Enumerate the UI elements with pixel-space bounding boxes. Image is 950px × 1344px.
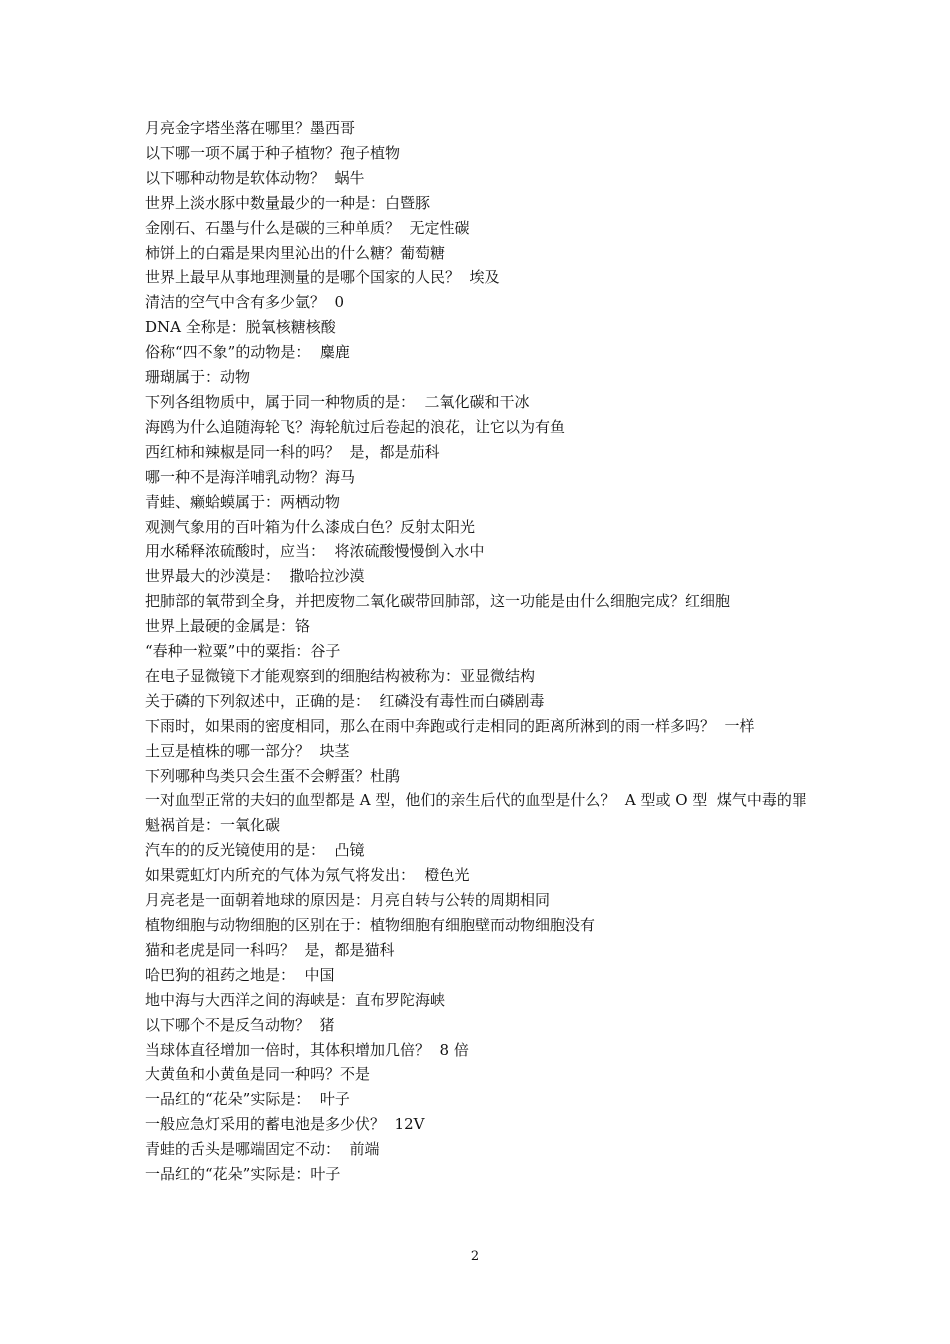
text-line: 土豆是植株的哪一部分？ 块茎: [145, 741, 350, 760]
text-line: 哈巴狗的祖药之地是： 中国: [145, 965, 335, 984]
text-line: 世界上最早从事地理测量的是哪个国家的人民？ 埃及: [145, 268, 500, 287]
text-line: 俗称“四不象”的动物是： 麋鹿: [145, 343, 350, 362]
text-line: DNA 全称是：脱氧核糖核酸: [145, 318, 336, 337]
text-line: 世界上淡水豚中数量最少的一种是：白暨豚: [145, 193, 431, 212]
text-line: 青蛙的舌头是哪端固定不动： 前端: [145, 1140, 380, 1159]
text-line: 下雨时，如果雨的密度相同，那么在雨中奔跑或行走相同的距离所淋到的雨一样多吗？ 一样: [145, 716, 755, 735]
text-line: 金刚石、石墨与什么是碳的三种单质？ 无定性碳: [145, 218, 470, 237]
text-line: 一般应急灯采用的蓄电池是多少伏？ 12V: [145, 1115, 425, 1134]
text-line: 植物细胞与动物细胞的区别在于：植物细胞有细胞壁而动物细胞没有: [145, 916, 596, 934]
text-line: 一品红的“花朵”实际是： 叶子: [145, 1090, 350, 1109]
text-line: 西红柿和辣椒是同一科的吗？ 是，都是茄科: [145, 442, 440, 461]
text-line: 如果霓虹灯内所充的气体为氖气将发出： 橙色光: [145, 866, 470, 885]
text-line: 海鸥为什么追随海轮飞？海轮航过后卷起的浪花，让它以为有鱼: [145, 417, 566, 436]
text-line: 以下哪种动物是软体动物？ 蜗牛: [145, 168, 365, 187]
text-line: 关于磷的下列叙述中，正确的是： 红磷没有毒性而白磷剧毒: [145, 691, 545, 710]
text-line: 珊瑚属于：动物: [145, 368, 251, 387]
text-line: 哪一种不是海洋哺乳动物？海马: [145, 467, 356, 486]
text-line: 世界上最硬的金属是：铬: [145, 617, 311, 636]
text-line: 清洁的空气中含有多少氩？ 0: [145, 293, 345, 312]
text-line: 柿饼上的白霜是果肉里沁出的什么糖？葡萄糖: [145, 243, 446, 262]
text-line: 月亮老是一面朝着地球的原因是：月亮自转与公转的周期相同: [145, 891, 551, 910]
text-line: 地中海与大西洋之间的海峡是：直布罗陀海峡: [145, 990, 446, 1009]
text-line: 当球体直径增加一倍时，其体积增加几倍？ 8 倍: [145, 1040, 469, 1059]
text-line: 青蛙、癞蛤蟆属于：两栖动物: [145, 492, 341, 511]
text-line: 汽车的的反光镜使用的是： 凸镜: [145, 841, 365, 860]
text-line: 一对血型正常的夫妇的血型都是 A 型，他们的亲生后代的血型是什么？ A 型或 O 型 煤气中毒的罪魁祸首是：一氧化碳: [145, 791, 807, 835]
text-line: 以下哪一项不属于种子植物？孢子植物: [145, 143, 401, 162]
text-line: 下列各组物质中，属于同一种物质的是： 二氧化碳和干冰: [145, 392, 530, 411]
text-line: 把肺部的氧带到全身，并把废物二氧化碳带回肺部，这一功能是由什么细胞完成？红细胞: [145, 592, 731, 611]
text-line: 猫和老虎是同一科吗？ 是，都是猫科: [145, 940, 395, 959]
text-line: 观测气象用的百叶箱为什么漆成白色？反射太阳光: [145, 517, 476, 536]
text-line: 以下哪个不是反刍动物？ 猪: [145, 1015, 335, 1034]
page-number: 2: [470, 1249, 480, 1264]
text-line: 世界最大的沙漠是： 撒哈拉沙漠: [145, 567, 365, 586]
text-line: 一品红的“花朵”实际是：叶子: [145, 1165, 341, 1184]
text-line: 月亮金字塔坐落在哪里？墨西哥: [145, 119, 356, 137]
text-line: 下列哪种鸟类只会生蛋不会孵蛋？杜鹃: [145, 766, 401, 785]
text-line: 在电子显微镜下才能观察到的细胞结构被称为：亚显微结构: [145, 666, 536, 685]
text-line: 大黄鱼和小黄鱼是同一种吗？不是: [145, 1065, 371, 1084]
text-line: 用水稀释浓硫酸时，应当： 将浓硫酸慢慢倒入水中: [145, 542, 485, 561]
document-body: [145, 116, 810, 1187]
text-line: “春种一粒粟”中的粟指：谷子: [145, 642, 341, 661]
